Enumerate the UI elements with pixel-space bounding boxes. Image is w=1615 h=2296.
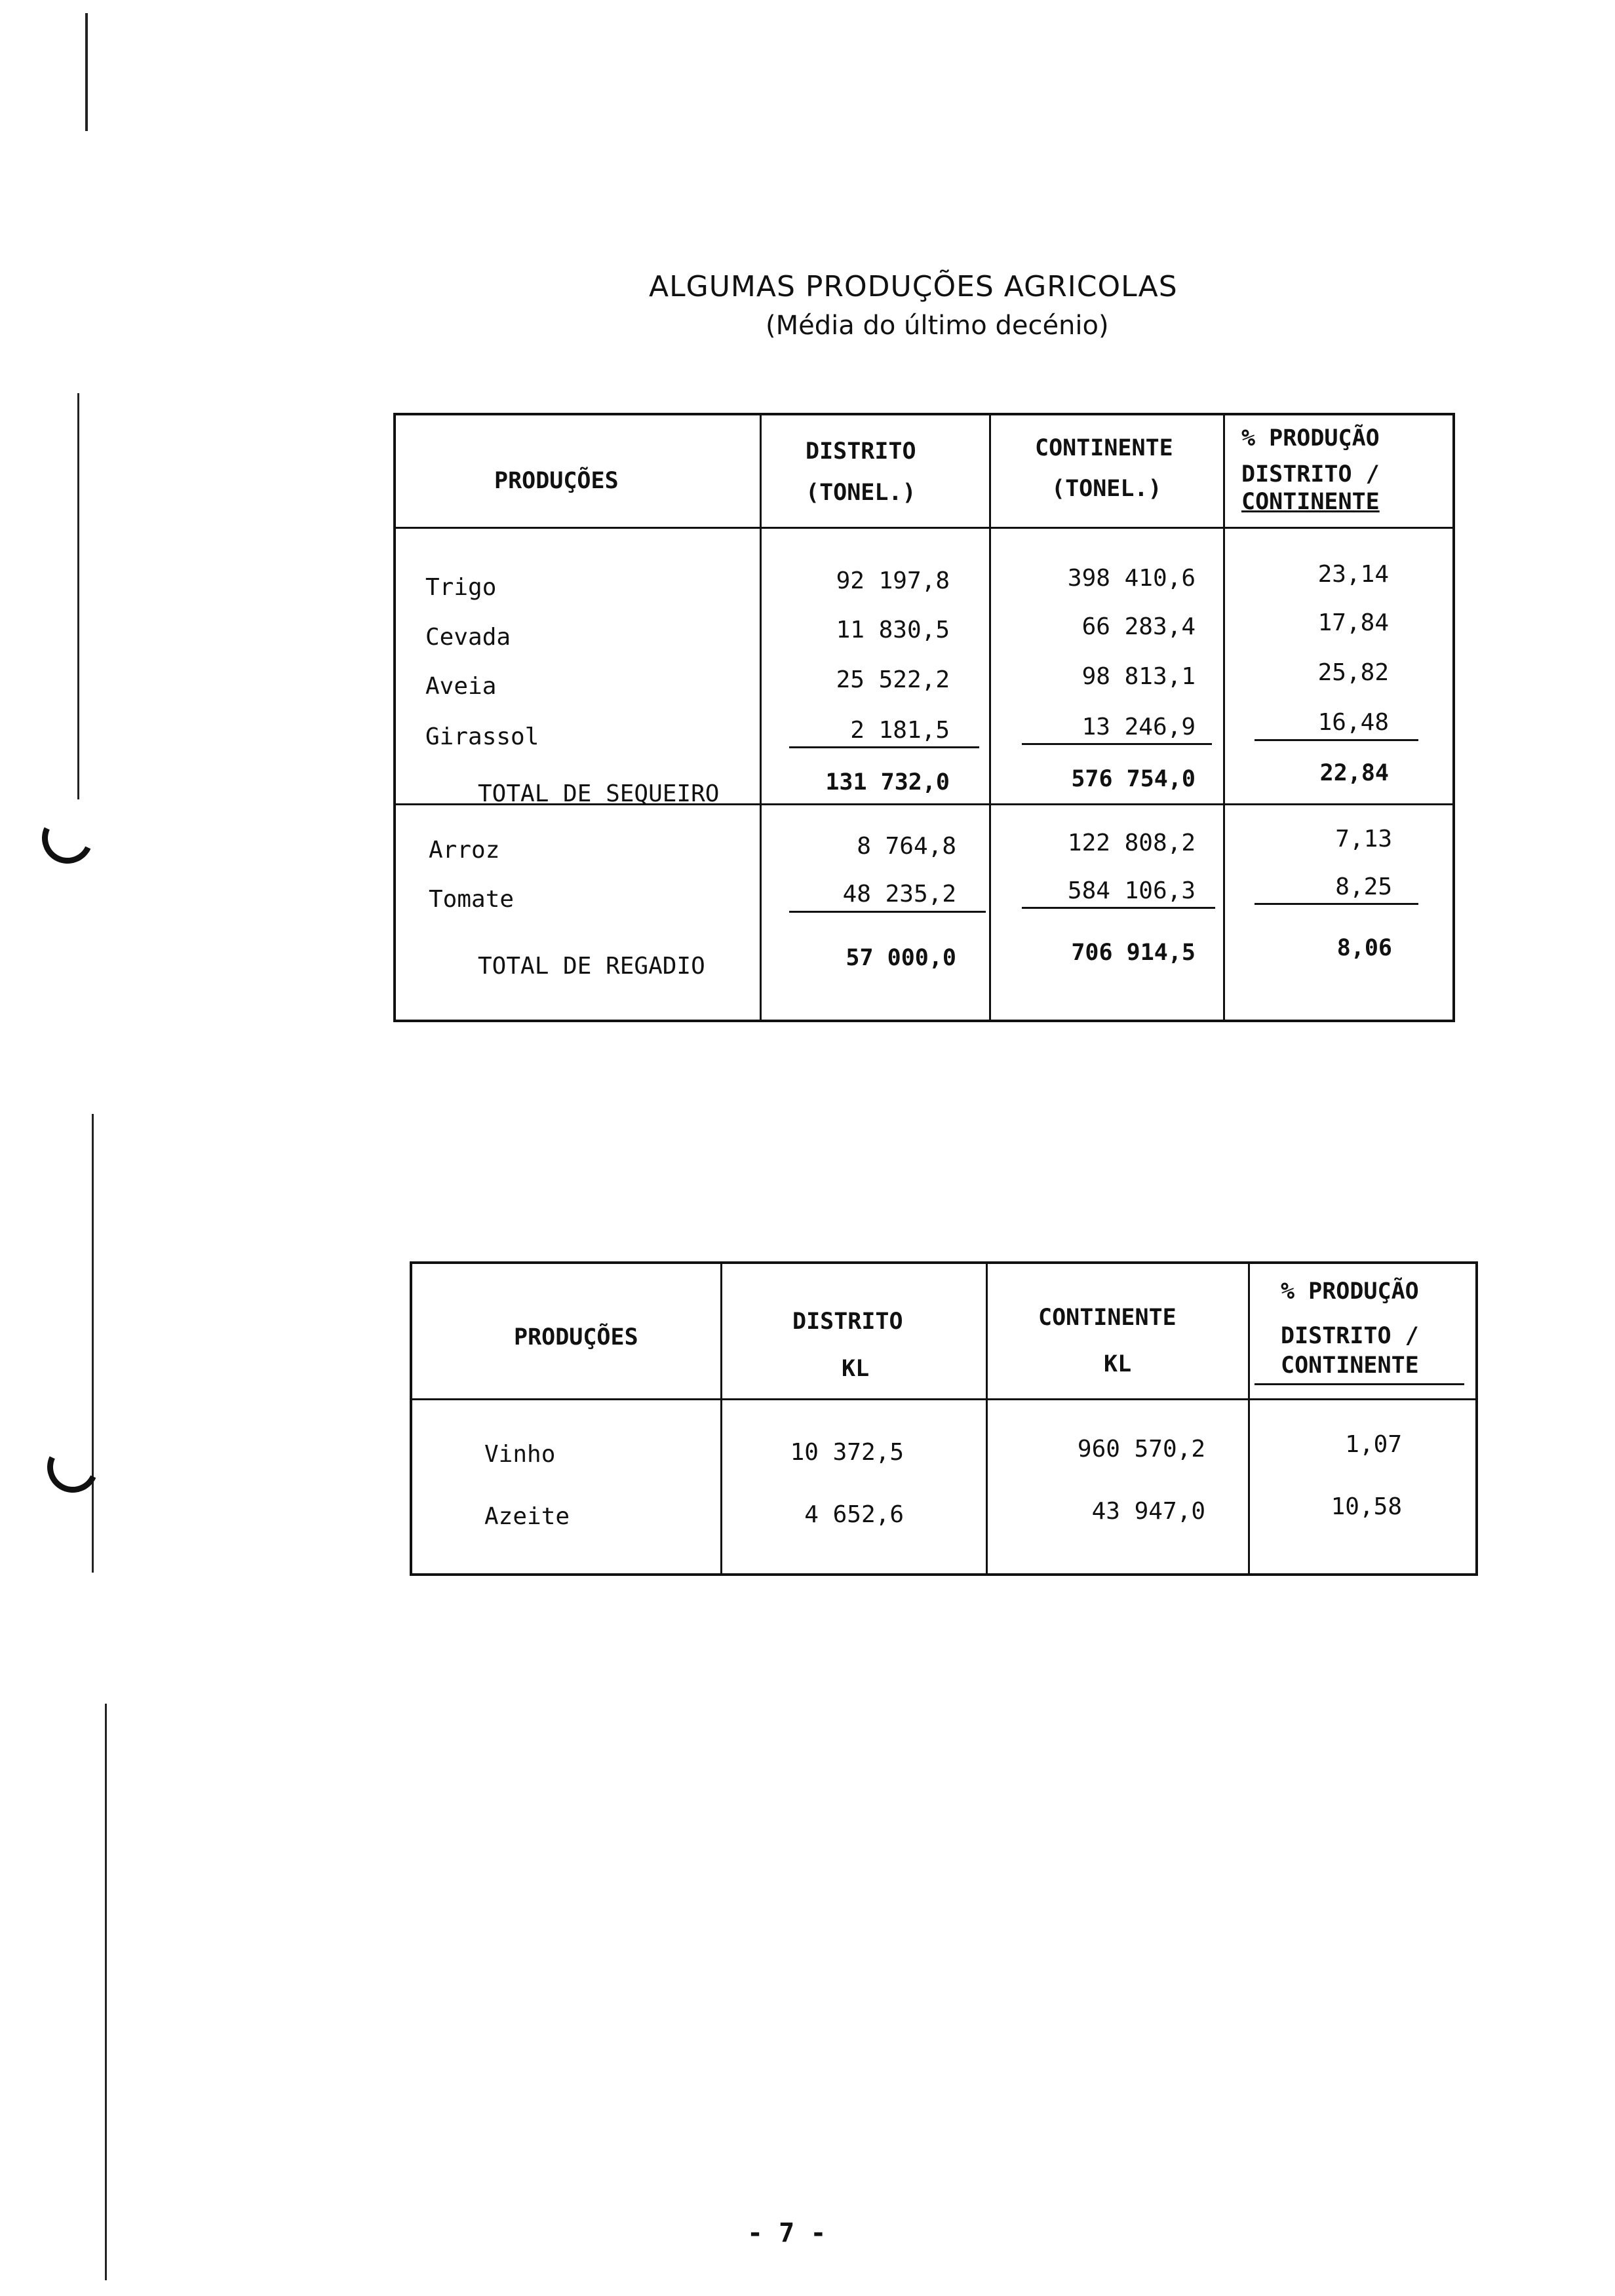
row-pct: 16,48: [1317, 709, 1389, 736]
row-continente: 13 246,9: [1081, 714, 1196, 740]
row-label: Aveia: [425, 673, 497, 700]
header-distrito-unit: KL: [842, 1356, 870, 1382]
row-label: Cevada: [425, 624, 511, 651]
header-continente: CONTINENTE: [1035, 435, 1173, 461]
row-pct: 10,58: [1331, 1493, 1402, 1520]
total-distrito: 57 000,0: [846, 945, 956, 971]
row-pct: 8,25: [1335, 873, 1392, 900]
row-distrito: 11 830,5: [836, 617, 950, 643]
header-pct-line2: DISTRITO /: [1241, 461, 1380, 488]
page-number: - 7 -: [747, 2218, 827, 2248]
row-pct: 23,14: [1317, 561, 1389, 588]
subtotal-underline: [1022, 743, 1212, 745]
row-pct: 17,84: [1317, 609, 1389, 636]
header-continente-unit: KL: [1104, 1351, 1132, 1377]
binding-edge-line: [105, 1704, 107, 2280]
row-continente: 66 283,4: [1081, 613, 1196, 640]
punch-hole-mark: [35, 805, 100, 871]
header-underline: [1255, 1383, 1464, 1385]
table-kilolitres: [410, 1261, 1478, 1576]
row-pct: 7,13: [1335, 826, 1392, 852]
subtotal-underline: [789, 911, 986, 913]
subtotal-underline: [1255, 739, 1418, 741]
header-distrito: DISTRITO: [806, 438, 916, 465]
header-pct: % PRODUÇÃO: [1241, 425, 1380, 451]
header-producoes: PRODUÇÕES: [494, 468, 619, 494]
header-continente-unit: (TONEL.): [1051, 476, 1162, 502]
row-label: Trigo: [425, 574, 497, 601]
row-label: Girassol: [425, 723, 539, 750]
binding-edge-line: [85, 13, 88, 131]
total-continente: 576 754,0: [1071, 766, 1196, 792]
total-label: TOTAL DE REGADIO: [478, 953, 705, 980]
row-distrito: 48 235,2: [842, 881, 956, 908]
binding-edge-line: [77, 393, 79, 799]
row-pct: 1,07: [1345, 1431, 1402, 1458]
row-label: Tomate: [429, 886, 515, 913]
table-tonnes: [393, 413, 1455, 1022]
row-label: Arroz: [429, 837, 500, 864]
row-distrito: 8 764,8: [857, 833, 956, 860]
total-label: TOTAL DE SEQUEIRO: [478, 780, 720, 807]
row-distrito: 2 181,5: [850, 717, 950, 744]
row-label: Azeite: [484, 1503, 570, 1530]
row-label: Vinho: [484, 1441, 556, 1468]
total-pct: 22,84: [1319, 760, 1389, 786]
header-distrito-unit: (TONEL.): [806, 480, 916, 506]
row-continente: 960 570,2: [1077, 1436, 1205, 1463]
row-continente: 43 947,0: [1091, 1498, 1205, 1525]
subtotal-underline: [1022, 907, 1215, 909]
header-pct-line3: CONTINENTE: [1241, 489, 1380, 515]
total-continente: 706 914,5: [1071, 940, 1196, 966]
subtotal-underline: [789, 746, 979, 748]
page-title: ALGUMAS PRODUÇÕES AGRICOLAS: [649, 270, 1178, 303]
row-distrito: 10 372,5: [790, 1439, 904, 1466]
header-pct-line3: CONTINENTE: [1281, 1352, 1419, 1379]
header-continente: CONTINENTE: [1038, 1305, 1177, 1331]
header-pct: % PRODUÇÃO: [1281, 1278, 1419, 1305]
binding-edge-line: [92, 1114, 94, 1573]
subtotal-underline: [1255, 903, 1418, 905]
header-pct-line2: DISTRITO /: [1281, 1323, 1419, 1349]
row-continente: 398 410,6: [1067, 565, 1196, 592]
row-continente: 98 813,1: [1081, 663, 1196, 690]
row-distrito: 25 522,2: [836, 666, 950, 693]
row-continente: 122 808,2: [1067, 830, 1196, 856]
total-pct: 8,06: [1336, 935, 1392, 961]
punch-hole-mark: [40, 1434, 106, 1500]
row-continente: 584 106,3: [1067, 877, 1196, 904]
row-distrito: 4 652,6: [804, 1501, 904, 1528]
row-pct: 25,82: [1317, 659, 1389, 686]
page-subtitle: (Média do último decénio): [766, 311, 1109, 341]
header-distrito: DISTRITO: [792, 1309, 903, 1335]
row-distrito: 92 197,8: [836, 567, 950, 594]
total-distrito: 131 732,0: [825, 769, 950, 795]
header-producoes: PRODUÇÕES: [514, 1324, 638, 1350]
